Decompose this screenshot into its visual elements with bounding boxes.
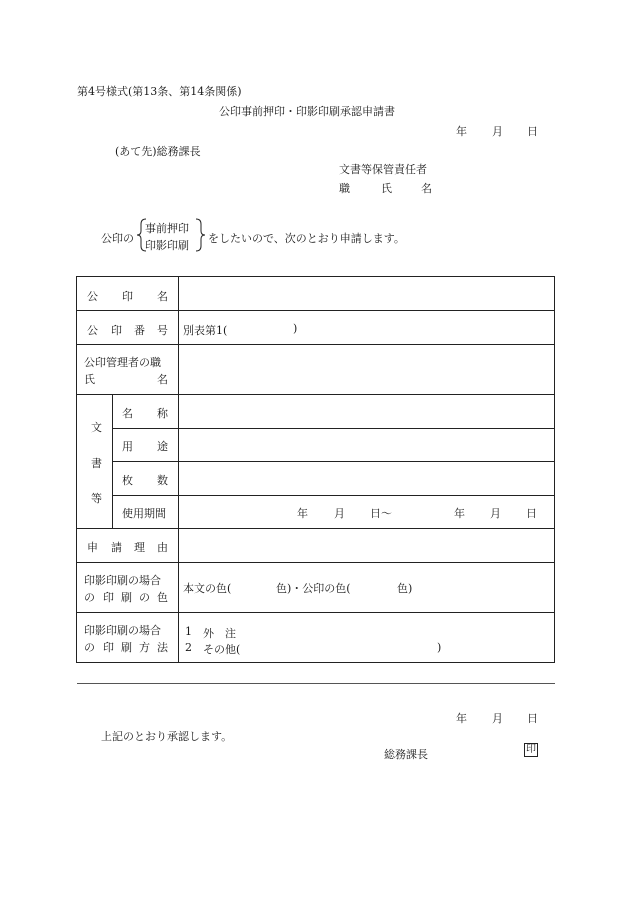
manager-label-line-2b: 名 [157,373,168,386]
reason-label-char: 理 [134,541,145,554]
approval-date-day: 日 [527,712,538,725]
reason-label-char: 申 [87,541,98,554]
print-color-label-char: 刷 [121,591,132,604]
period-from-year: 年 [297,507,308,520]
row-divider [77,310,554,311]
print-method-label-char: 刷 [121,641,132,654]
doc-use-label-char: 途 [157,440,168,453]
print-color-body-close: 色)・公印の色( [276,582,351,595]
row-divider [112,495,554,496]
print-color-seal-close: 色) [397,582,413,595]
manager-label-line-2a: 氏 [84,373,95,386]
row-divider [77,528,554,529]
approver: 総務課長 [384,748,428,761]
print-method-label-line-1: 印影印刷の場合 [84,624,161,637]
approval-date-month: 月 [492,712,503,725]
print-color-label-char: の [139,591,150,604]
print-color-label-line-1: 印影印刷の場合 [84,574,161,587]
reason-label-char: 由 [157,541,168,554]
date-month: 月 [492,125,503,138]
right-brace-icon [194,218,206,252]
applicant-name-2: 名 [421,182,432,195]
applicant-title: 文書等保管責任者 [339,163,427,176]
period-to-year: 年 [454,507,465,520]
application-table [76,276,555,663]
print-method-label-char: 印 [103,641,114,654]
seal-stamp-icon: 印 [526,744,536,755]
seal-name-label-char: 印 [122,290,133,303]
doc-period-label: 使用期間 [122,507,166,520]
request-option-1: 事前押印 [145,222,189,235]
applicant-position: 職 [339,182,350,195]
form-title: 公印事前押印・印影印刷承認申請書 [219,105,395,118]
seal-number-label-char: 公 [87,324,98,337]
date-year: 年 [456,125,467,138]
row-divider [77,344,554,345]
seal-number-close: ) [293,322,298,335]
approval-statement: 上記のとおり承認します。 [101,730,233,743]
row-divider [77,562,554,563]
period-from-month: 月 [334,507,345,520]
doc-count-label-char: 枚 [122,474,133,487]
row-divider [112,461,554,462]
applicant-name: 氏 [381,182,392,195]
period-from-day: 日〜 [370,507,392,520]
seal-number-label-char: 番 [134,324,145,337]
doc-count-label-char: 数 [157,474,168,487]
print-method-label-char: の [84,641,95,654]
print-color-body: 本文の色( [183,582,232,595]
doc-name-label-char: 称 [157,407,168,420]
print-color-label-char: 印 [103,591,114,604]
period-to-month: 月 [490,507,501,520]
print-method-option-1-number: 1 [185,625,192,638]
row-divider [112,428,554,429]
seal-name-label-char: 公 [87,290,98,303]
doc-name-label-char: 名 [122,407,133,420]
seal-number-label-char: 号 [157,324,168,337]
row-divider [77,612,554,613]
doc-use-label-char: 用 [122,440,133,453]
request-option-2: 印影印刷 [145,239,189,252]
reason-label-char: 請 [111,541,122,554]
approval-date-year: 年 [456,712,467,725]
print-color-label-char: 色 [157,591,168,604]
print-method-option-2-close: ) [437,641,442,654]
addressee: (あて先)総務課長 [115,145,201,158]
print-method-label-char: 法 [157,641,168,654]
seal-number-label-char: 印 [111,324,122,337]
print-method-option-2: その他( [203,643,241,656]
seal-name-label-char: 名 [157,290,168,303]
seal-name-field[interactable] [179,278,554,310]
request-prefix: 公印の [101,232,134,245]
print-method-label-char: 方 [139,641,150,654]
row-divider [77,394,554,395]
manager-label-line-1: 公印管理者の職 [84,356,161,369]
document-group-label-char: 書 [91,457,102,470]
print-method-option-1: 外 注 [203,627,236,640]
print-method-option-2-number: 2 [185,641,192,654]
document-group-label-char: 文 [91,421,102,434]
date-day: 日 [527,125,538,138]
section-divider [77,683,555,684]
table-column-divider [178,277,179,662]
request-suffix: をしたいので、次のとおり申請します。 [208,232,405,245]
document-group-label-char: 等 [91,492,102,505]
seal-number-value: 別表第1( [183,324,228,337]
print-color-label-char: の [84,591,95,604]
form-number: 第4号様式(第13条、第14条関係) [77,85,242,98]
period-to-day: 日 [526,507,537,520]
